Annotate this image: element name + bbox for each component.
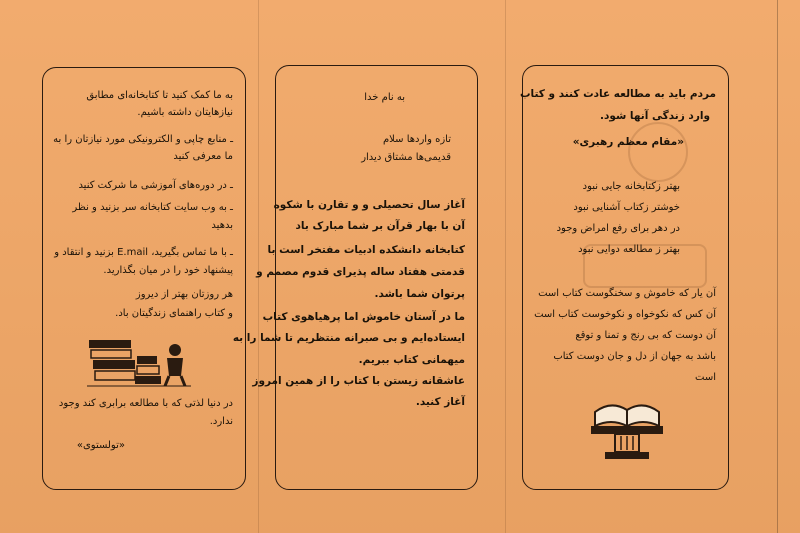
- left-text-line: به ما کمک کنید تا کتابخانه‌ای مطابق: [86, 90, 233, 101]
- poem-line: است: [695, 372, 716, 383]
- middle-body-line: آن با بهار قرآن بر شما مبارک باد: [295, 220, 465, 232]
- middle-panel: [232, 65, 478, 490]
- greeting-line: تازه واردها سلام: [382, 134, 451, 145]
- quote-attribution: «مقام معظم رهبری»: [572, 136, 684, 148]
- right-quote-line: مردم باید به مطالعه عادت کنند و کتاب: [519, 88, 716, 100]
- middle-body-line: کتابخانه دانشکده ادبیات مفتخر است با: [267, 244, 465, 256]
- left-text-line: ندارد.: [209, 416, 233, 427]
- faded-seal-icon: [628, 122, 688, 182]
- poem-line: آن دوست که بی رنج و تمنا و توقع: [575, 330, 716, 341]
- middle-body-line: عاشقانه زیستن با کتاب را از همین امروز: [252, 375, 465, 387]
- middle-body-line: ما در آستان خاموش اما پرهیاهوی کتاب: [262, 311, 465, 323]
- book-on-lectern-icon: [585, 392, 669, 462]
- left-text-line: ـ با ما تماس بگیرید، E.mail بزنید و انتقاد و: [54, 247, 233, 258]
- tolstoy-attribution: «تولستوی»: [76, 440, 125, 451]
- bismillah-heading: به نام خدا: [364, 92, 405, 103]
- middle-body-line: آغاز سال تحصیلی و و تقارن با شکوه: [273, 199, 465, 211]
- greeting-line: قدیمی‌ها مشتاق دیدار: [361, 152, 451, 163]
- left-text-line: ـ به وب سایت کتابخانه سر بزنید و نظر: [72, 202, 233, 213]
- poem-line: خوشتر زکتاب آشنایی نبود: [573, 202, 680, 213]
- right-quote-line: وارد زندگی آنها شود.: [599, 110, 710, 122]
- left-text-line: ـ منابع چاپی و الکترونیکی مورد نیازتان را به: [53, 134, 233, 145]
- poem-line: آن یار که خاموش و سخنگوست کتاب است: [538, 288, 716, 299]
- poem-line: باشد به جهان از دل و جان دوست کتاب: [553, 351, 716, 362]
- paper-edge: [777, 0, 778, 533]
- fold-line-2: [505, 0, 506, 533]
- left-text-line: و کتاب راهنمای زندگیتان باد.: [115, 308, 233, 319]
- right-panel: [519, 65, 729, 490]
- left-text-line: بدهید: [211, 220, 233, 231]
- poem-line: بهتر زکتابخانه جایی نبود: [582, 181, 680, 192]
- poem-line: آن کس که نکوخواه و نکوخوست کتاب است: [534, 309, 716, 320]
- left-text-line: ما معرفی کنید: [173, 151, 233, 162]
- middle-body-line: میهمانی کتاب ببریم.: [358, 354, 465, 366]
- left-panel: [42, 67, 246, 490]
- left-text-line: در دنیا لذتی که با مطالعه برابری کند وجود: [58, 398, 233, 409]
- left-text-line: هر روزتان بهتر از دیروز: [135, 289, 233, 300]
- left-text-line: ـ در دوره‌های آموزشی ما شرکت کنید: [78, 180, 233, 191]
- middle-body-line: آغاز کنید.: [415, 396, 465, 408]
- left-text-line: نیازهایتان داشته باشیم.: [137, 107, 233, 118]
- middle-body-line: پرتوان شما باشد.: [374, 288, 465, 300]
- middle-body-line: ایستاده‌ایم و بی صبرانه منتظریم تا شما را به: [232, 332, 465, 344]
- left-text-line: پیشنهاد خود را در میان بگذارید.: [103, 265, 233, 276]
- poem-line: بهتر ز مطالعه دوایی نبود: [578, 244, 680, 255]
- middle-body-line: قدمتی هفتاد ساله پذیرای قدوم مصمم و: [256, 266, 465, 278]
- poem-line: در دهر برای رفع امراض وجود: [556, 223, 680, 234]
- reading-man-with-books-icon: [87, 326, 191, 390]
